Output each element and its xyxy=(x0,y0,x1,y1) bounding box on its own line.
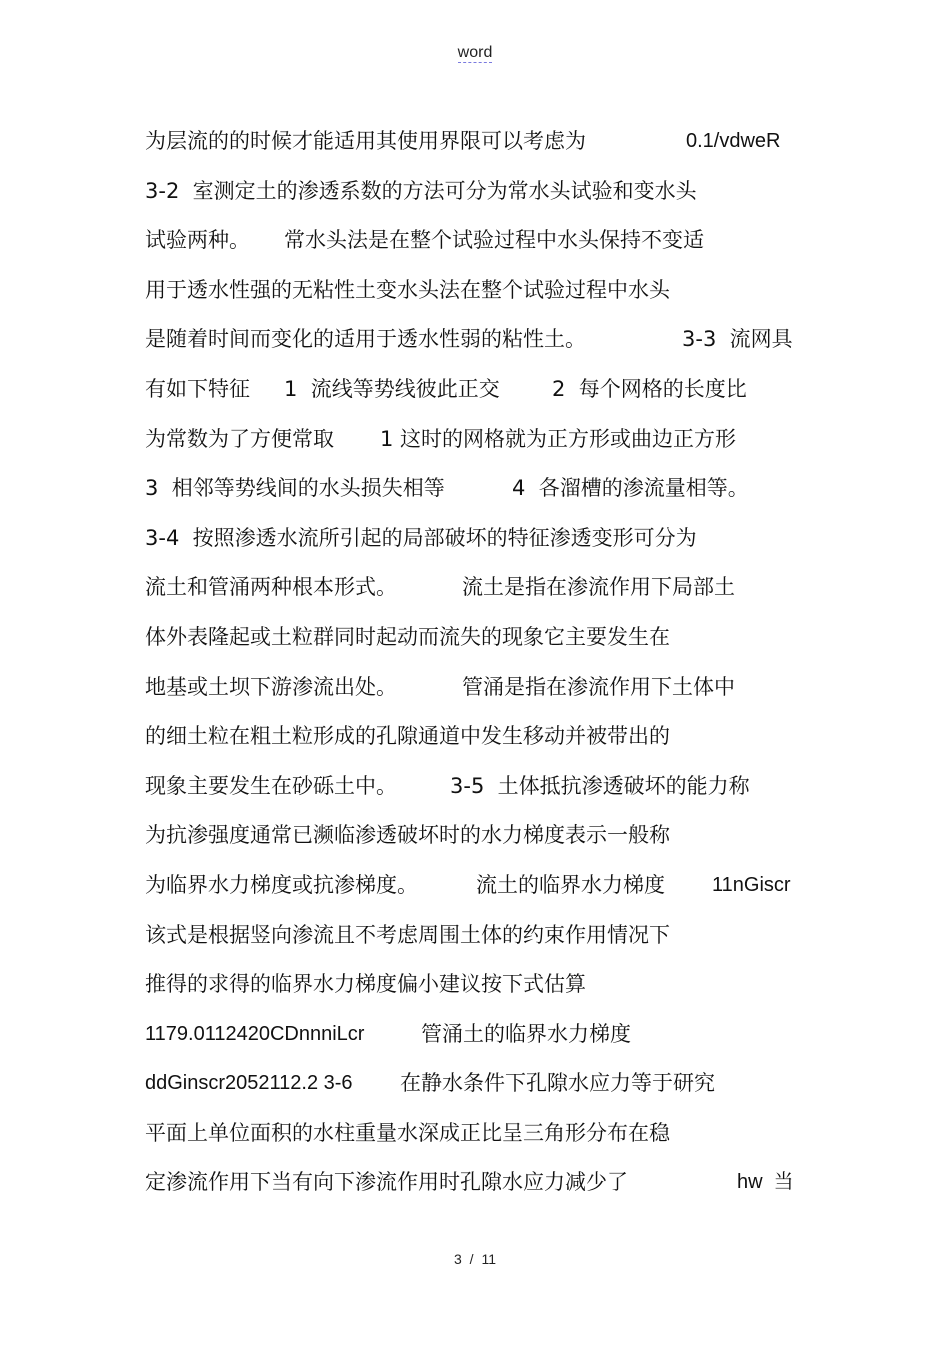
text-segment: 平面上单位面积的水柱重量水深成正比呈三角形分布在稳 xyxy=(145,1120,670,1145)
text-line xyxy=(145,1014,825,1064)
text-segment: 体外表隆起或土粒群同时起动而流失的现象它主要发生在 xyxy=(145,624,670,649)
text-line xyxy=(145,865,825,915)
text-segment: 定渗流作用下当有向下渗流作用时孔隙水应力减少了 xyxy=(145,1170,628,1195)
text-segment: 该式是根据竖向渗流且不考虑周围土体的约束作用情况下 xyxy=(145,922,670,947)
text-segment: 常水头法是在整个试验过程中水头保持不变适 xyxy=(284,228,704,253)
text-segment: 1 这时的网格就为正方形或曲边正方形 xyxy=(380,426,737,451)
text-segment: 的细土粒在粗土粒形成的孔隙通道中发生移动并被带出的 xyxy=(145,724,670,749)
text-line xyxy=(145,716,825,766)
text-segment: 试验两种。 xyxy=(145,228,250,253)
document-body xyxy=(145,121,825,1212)
text-segment: 3 相邻等势线间的水头损失相等 xyxy=(145,476,445,501)
text-segment: 地基或土坝下游渗流出处。 xyxy=(145,674,397,699)
text-line xyxy=(145,419,825,469)
text-segment: 4 各溜槽的渗流量相等。 xyxy=(512,476,749,501)
text-line xyxy=(145,567,825,617)
formula-text: hw 当 xyxy=(737,1171,794,1194)
text-segment: 现象主要发生在砂砾土中。 xyxy=(145,773,397,798)
text-line xyxy=(145,468,825,518)
text-line xyxy=(145,1162,825,1212)
text-line xyxy=(145,270,825,320)
text-segment: 为临界水力梯度或抗渗梯度。 xyxy=(145,872,418,897)
text-line xyxy=(145,220,825,270)
text-segment: 3-4 按照渗透水流所引起的局部破坏的特征渗透变形可分为 xyxy=(145,525,697,550)
formula-text: 0.1/vdweR xyxy=(686,130,781,152)
text-line xyxy=(145,617,825,667)
text-segment: 推得的求得的临界水力梯度偏小建议按下式估算 xyxy=(145,972,586,997)
text-segment: 在静水条件下孔隙水应力等于研究 xyxy=(400,1071,715,1096)
text-line xyxy=(145,319,825,369)
text-segment: 管涌土的临界水力梯度 xyxy=(421,1021,631,1046)
text-segment: 1 流线等势线彼此正交 xyxy=(284,376,500,401)
text-segment: 流土是指在渗流作用下局部土 xyxy=(462,575,735,600)
header-title: word xyxy=(457,44,493,61)
text-segment: 流土和管涌两种根本形式。 xyxy=(145,575,397,600)
formula-text: 1179.0112420CDnnniLcr xyxy=(145,1022,365,1045)
formula-text: ddGinscr2052112.2 3-6 xyxy=(145,1072,353,1095)
text-segment: 3-3 流网具 xyxy=(682,327,793,352)
text-line xyxy=(145,518,825,568)
text-segment: 管涌是指在渗流作用下土体中 xyxy=(462,674,735,699)
text-segment: 用于透水性强的无粘性土变水头法在整个试验过程中水头 xyxy=(145,277,670,302)
text-line xyxy=(145,964,825,1014)
formula-text: 11nGiscr xyxy=(712,873,791,896)
text-segment: 是随着时间而变化的适用于透水性弱的粘性土。 xyxy=(145,327,586,352)
text-line xyxy=(145,766,825,816)
text-line xyxy=(145,171,825,221)
text-line xyxy=(145,667,825,717)
page-header xyxy=(0,44,950,62)
text-segment: 有如下特征 xyxy=(145,376,250,401)
text-segment: 3-5 土体抵抗渗透破坏的能力称 xyxy=(450,773,750,798)
text-segment: 为抗渗强度通常已濒临渗透破坏时的水力梯度表示一般称 xyxy=(145,823,670,848)
text-segment: 3-2 室测定土的渗透系数的方法可分为常水头试验和变水头 xyxy=(145,178,697,203)
text-segment: 为层流的的时候才能适用其使用界限可以考虑为 xyxy=(145,129,586,153)
text-line xyxy=(145,1063,825,1113)
text-line xyxy=(145,815,825,865)
text-line xyxy=(145,1113,825,1163)
page-number: 3 / 11 xyxy=(454,1251,496,1267)
text-segment: 2 每个网格的长度比 xyxy=(552,376,747,401)
text-line xyxy=(145,121,825,171)
text-line xyxy=(145,915,825,965)
text-line xyxy=(145,369,825,419)
text-segment: 为常数为了方便常取 xyxy=(145,426,334,451)
text-segment: 流土的临界水力梯度 xyxy=(476,872,665,897)
